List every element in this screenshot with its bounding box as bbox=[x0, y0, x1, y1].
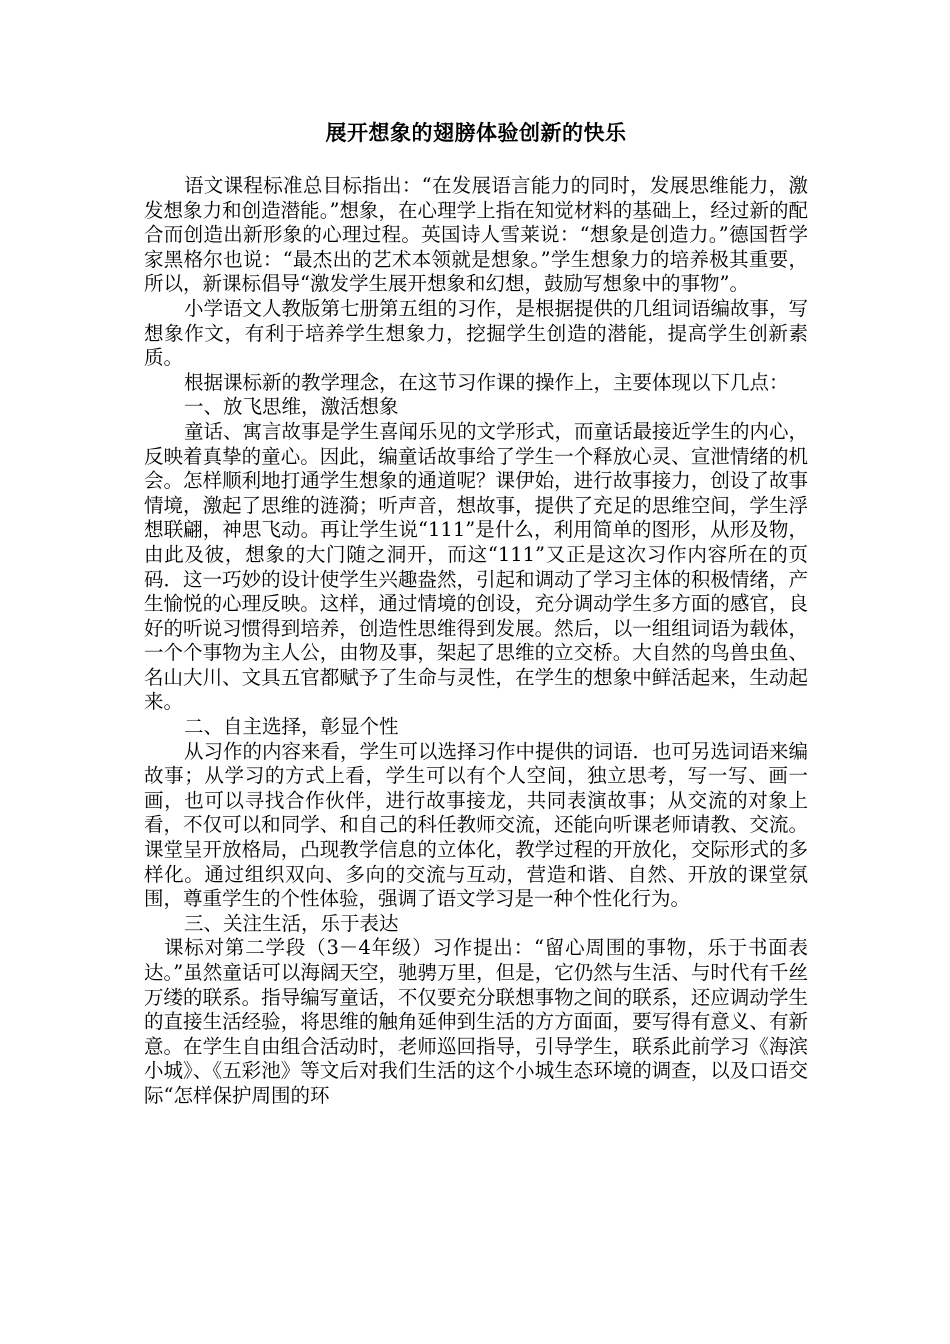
document-page bbox=[144, 118, 808, 1109]
section-heading-3: 三、关注生活，乐于表达 bbox=[184, 911, 399, 935]
paragraph-5: 从习作的内容来看，学生可以选择习作中提供的词语．也可另选词语来编故事；从学习的方式上看，学生可以有个人空间，独立思考，写一写、画一画，也可以寻找合作伙伴，进行故事接龙，共同表演故事；从交流的对象上看，不仅可以和同学、和自己的科任教师交流，还能向听课老师请教、交流。课堂呈开放格局，凸现教学信息的立体化，教学过程的开放化，交际形式的多样化。通过组织双向、多向的交流与互动，营造和谐、自然、开放的课堂氛围，尊重学生的个性体验，强调了语文学习是一种个性化行为。 bbox=[144, 739, 809, 911]
paragraph-6: 课标对第二学段（3－4年级）习作提出：“留心周围的事物，乐于书面表达。”虽然童话可以海阔天空，驰骋万里，但是，它仍然与生活、与时代有千丝万缕的联系。指导编写童话，不仅要充分联想事物之间的联系，还应调动学生的直接生活经验，将思维的触角延伸到生活的方方面面，要写得有意义、有新意。在学生自由组合活动时，老师巡回指导，引导学生，联系此前学习《海滨小城》、《五彩池》等文后对我们生活的这个小城生态环境的调查，以及口语交际“怎样保护周围的环 bbox=[144, 936, 808, 1107]
document-title: 展开想象的翅膀体验创新的快乐 bbox=[325, 120, 627, 145]
section-heading-1: 一、放飞思维，激活想象 bbox=[184, 395, 399, 419]
section-heading-2: 二、自主选择，彰显个性 bbox=[184, 715, 399, 739]
paragraph-1: 语文课程标准总目标指出：“在发展语言能力的同时，发展思维能力，激发想象力和创造潜能。”想象，在心理学上指在知觉材料的基础上，经过新的配合而创造出新形象的心理过程。英国诗人雪莱说：“想象是创造力。”德国哲学家黑格尔也说：“最杰出的艺术本领就是想象。”学生想象力的培养极其重要，所以，新课标倡导“激发学生展开想象和幻想，鼓励写想象中的事物”。 bbox=[144, 174, 808, 296]
paragraph-4: 童话、寓言故事是学生喜闻乐见的文学形式，而童话最接近学生的内心，反映着真挚的童心。因此，编童话故事给了学生一个释放心灵、宣泄情绪的机会。怎样顺利地打通学生想象的通道呢？课伊始，进行故事接力，创设了故事情境，激起了思维的涟漪；听声音，想故事，提供了充足的思维空间，学生浮想联翩，神思飞动。再让学生说“111”是什么，利用简单的图形，从形及物，由此及彼，想象的大门随之洞开，而这“111”又正是这次习作内容所在的页码．这一巧妙的设计使学生兴趣盎然，引起和调动了学习主体的积极情绪，产生愉悦的心理反映。这样，通过情境的创设，充分调动学生多方面的感官，良好的听说习惯得到培养，创造性思维得到发展。然后，以一组组词语为载体，一个个事物为主人公，由物及事，架起了思维的立交桥。大自然的鸟兽虫鱼、名山大川、文具五官都赋予了生命与灵性，在学生的想象中鲜活起来，生动起来。 bbox=[144, 419, 809, 714]
paragraph-2: 小学语文人教版第七册第五组的习作，是根据提供的几组词语编故事，写想象作文，有利于培养学生想象力，挖掘学生创造的潜能，提高学生创新素质。 bbox=[144, 296, 809, 370]
paragraph-3: 根据课标新的教学理念，在这节习作课的操作上，主要体现以下几点： bbox=[184, 370, 789, 394]
